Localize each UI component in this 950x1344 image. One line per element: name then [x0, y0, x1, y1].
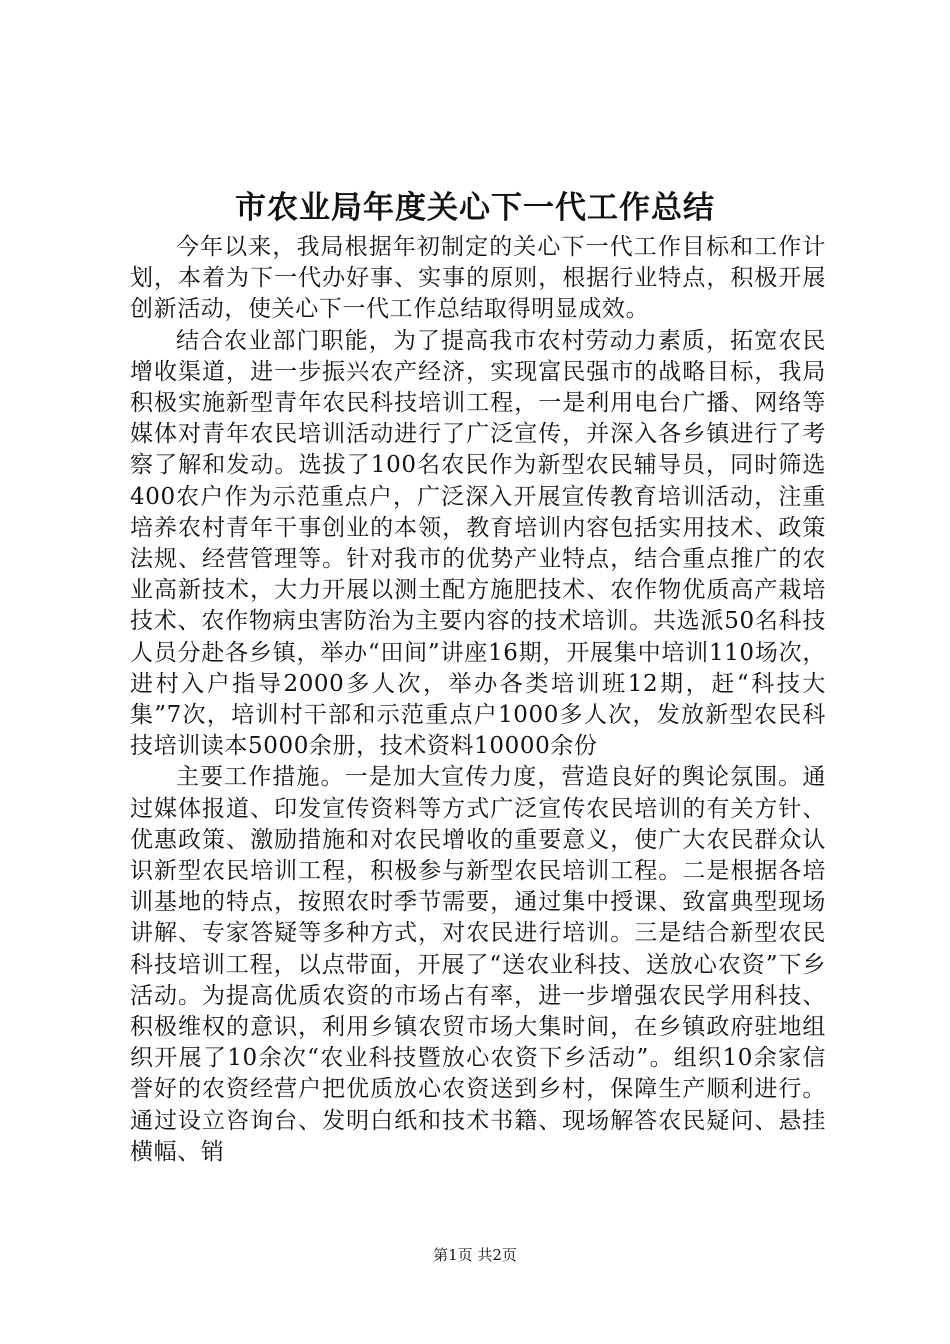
document-body	[130, 232, 826, 1168]
page-number-footer: 第1页 共2页	[433, 1246, 517, 1264]
document-title: 市农业局年度关心下一代工作总结	[235, 190, 715, 226]
paragraph-measures: 主要工作措施。一是加大宣传力度，营造良好的舆论氛围。通过媒体报道、印发宣传资料等方式广泛宣传农民培训的有关方针、优惠政策、激励措施和对农民增收的重要意义，使广大农民群众认识新型农民培训工程，积极参与新型农民培训工程。二是根据各培训基地的特点，按照农时季节需要，通过集中授课、致富典型现场讲解、专家答疑等多种方式，对农民进行培训。三是结合新型农民科技培训工程，以点带面，开展了“送农业科技、送放心农资”下乡活动。为提高优质农资的市场占有率，进一步增强农民学用科技、积极维权的意识，利用乡镇农贸市场大集时间，在乡镇政府驻地组织开展了10余次“农业科技暨放心农资下乡活动”。组织10余家信誉好的农资经营户把优质放心农资送到乡村，保障生产顺利进行。通过设立咨询台、发明白纸和技术书籍、现场解答农民疑问、悬挂横幅、销	[130, 764, 826, 1165]
paragraph-training: 结合农业部门职能，为了提高我市农村劳动力素质，拓宽农民增收渠道，进一步振兴农产经济，实现富民强市的战略目标，我局积极实施新型青年农民科技培训工程，一是利用电台广播、网络等媒体对青年农民培训活动进行了广泛宣传，并深入各乡镇进行了考察了解和发动。选拔了100名农民作为新型农民辅导员，同时筛选400农户作为示范重点户，广泛深入开展宣传教育培训活动，注重培养农村青年干事创业的本领，教育培训内容包括实用技术、政策法规、经营管理等。针对我市的优势产业特点，结合重点推广的农业高新技术，大力开展以测土配方施肥技术、农作物优质高产栽培技术、农作物病虫害防治为主要内容的技术培训。共选派50名科技人员分赴各乡镇，举办“田间”讲座16期，开展集中培训110场次，进村入户指导2000多人次，举办各类培训班12期，赶“科技大集”7次，培训村干部和示范重点户1000多人次，发放新型农民科技培训读本5000余册，技术资料10000余份	[130, 327, 826, 760]
paragraph-intro: 今年以来，我局根据年初制定的关心下一代工作目标和工作计划，本着为下一代办好事、实事的原则，根据行业特点，积极开展创新活动，使关心下一代工作总结取得明显成效。	[130, 234, 826, 323]
